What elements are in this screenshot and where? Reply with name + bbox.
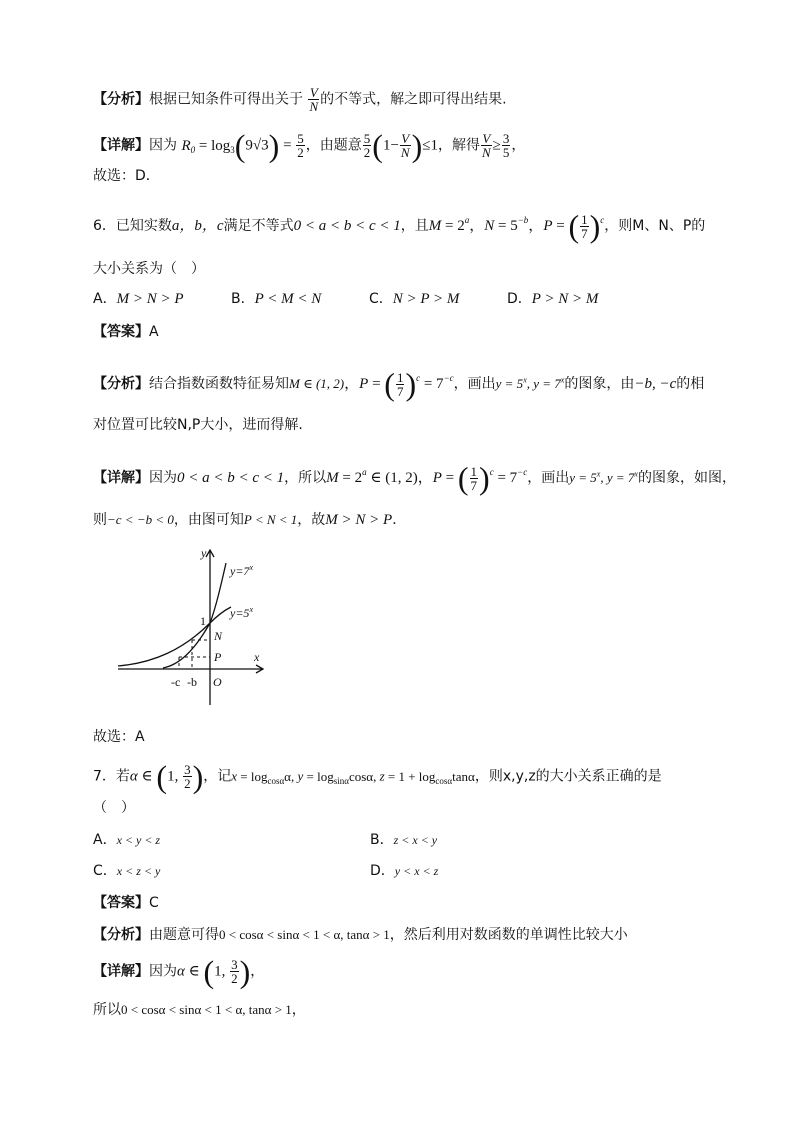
q7-analysis: 【分析】由题意可得0 < cosα < sinα < 1 < α, tanα > 1，然后利用对数函数的单调性比较大小 <box>93 927 628 943</box>
q7-stem: 7．若α ∈ (1, $\frac{3}{2}$ )，记$x = \log_{cos\alpha}\alpha$, $y = \log_{sin\alpha}\cos\alpha$, $z = 1 + \log_{cos\alpha}\tan\alpha$，则x,y,z的大小关系正确的是 <box>93 758 662 795</box>
q7-last: 所以0 < cosα < sinα < 1 < α, tanα > 1， <box>93 1002 306 1018</box>
q6-answer: 【答案】A <box>93 324 159 340</box>
q7-options-row2 <box>93 861 438 881</box>
q7-stem-line2: （ ） <box>93 800 135 816</box>
detail-tag: 【详解】 <box>93 137 149 154</box>
label-origin: O <box>213 675 222 689</box>
label-neg-b: -b <box>187 675 197 689</box>
q7-detail: 【详解】因为α ∈ (1, $\frac{3}{2}$ )， <box>93 953 265 990</box>
label-5x: $y=5^x$ <box>230 605 253 620</box>
formula-r0: $R_0$ <box>181 137 196 155</box>
option-a: A．x < y < z <box>93 832 161 848</box>
q6-detail: 【详解】因为0 < a < b < c < 1，所以$M = 2^a$ ∈ (1, 2)，P = ( $\frac{1}{7}$ )$^c = 7^{-c}$，画出$y = 5^x$, $y = 7^x$的图象，如图， <box>93 460 736 496</box>
label-one: 1 <box>200 614 206 628</box>
q6-choose: 故选：A <box>93 729 145 745</box>
q7-answer: 【答案】C <box>93 895 159 911</box>
y-axis-label: y <box>201 546 207 560</box>
q6-stem: 6．已知实数a，b，c满足不等式0 < a < b < c < 1，且$M = 2^a$，$N = 5^{-b}$，P = ( $\frac{1}{7}$ )$^c$，则M、N、P的 <box>93 208 706 244</box>
option-c: C．x < z < y <box>93 863 161 879</box>
option-a: A．M > N > P <box>93 291 184 307</box>
q5-choose: 故选：D． <box>93 168 160 184</box>
q6-analysis-line2: 对位置可比较N,P大小，进而得解. <box>93 417 303 433</box>
analysis-tag: 【分析】 <box>93 91 149 108</box>
option-d: D．y < x < z <box>370 863 439 879</box>
fraction-v-over-n: $\frac{V}{N}$ <box>309 85 319 114</box>
q6-detail-line2: 则−c < −b < 0，由图可知P < N < 1，故M > N > P． <box>93 512 407 528</box>
option-b: B．P < M < N <box>231 291 322 307</box>
q7-options-row1 <box>93 830 437 850</box>
label-7x: $y=7^x$ <box>230 563 253 578</box>
q5-analysis-line: 【分析】根据已知条件可得出关于 $\frac{V}{N}$ 的不等式，解之即可得出结果. <box>93 85 507 114</box>
label-neg-c: -c <box>171 675 181 689</box>
q6-options <box>93 289 598 309</box>
option-c: C．N > P > M <box>369 291 460 307</box>
q6-analysis: 【分析】结合指数函数特征易知M ∈ (1, 2)，P = ( $\frac{1}{7}$ )$^c = 7^{-c}$，画出$y = 5^x$, $y = 7^x$的图象，由−b, −c的相 <box>93 366 705 402</box>
exponential-graph <box>113 545 273 715</box>
label-n: N <box>214 629 223 643</box>
option-d: D．P > N > M <box>507 291 599 307</box>
x-axis-label: x <box>254 650 260 664</box>
option-b: B．z < x < y <box>370 832 438 848</box>
q6-stem-line2: 大小关系为（ ） <box>93 261 205 277</box>
label-p: P <box>214 650 222 664</box>
q5-detail-line: 【详解】因为 $R_0 = \log_3(9√3)$ = $\frac{5}{2}$ ，由题意 $\frac{5}{2}$ (1− $\frac{V}{N}$ )≤1，解得 $\frac{V}{N}$ ≥ $\frac{3}{5}$ ， <box>93 127 526 164</box>
